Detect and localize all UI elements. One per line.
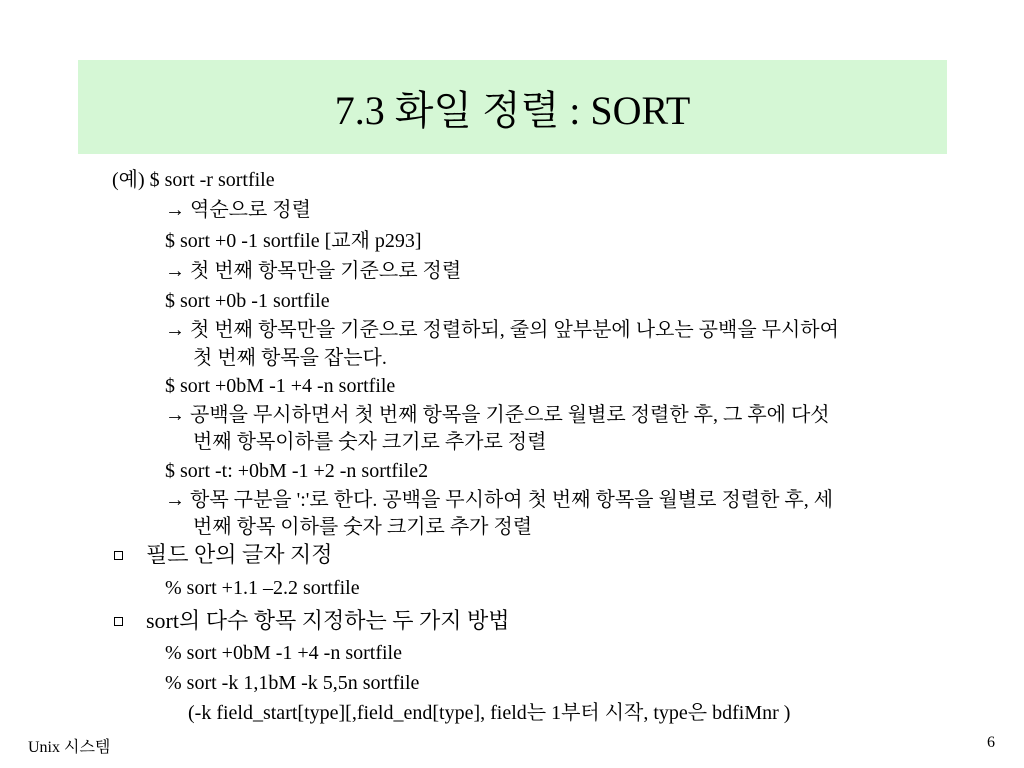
command-line: % sort +0bM -1 +4 -n sortfile [165,642,402,664]
slide-title: 7.3 화일 정렬 : SORT [334,87,691,133]
bullet-heading: 필드 안의 글자 지정 [146,542,333,567]
explanation-line: → 항목 구분을 ':'로 한다. 공백을 무시하여 첫 번째 항목을 월별로 정렬한 후, 세 [165,489,834,511]
note-line: (-k field_start[type][,field_end[type], field는 1부터 시작, type은 bdfiMnr ) [188,702,791,724]
title-banner [78,60,947,154]
command-line: % sort +1.1 –2.2 sortfile [165,577,360,599]
command-line: $ sort +0bM -1 +4 -n sortfile [165,375,396,397]
footer-label: Unix 시스템 [28,739,111,756]
explanation-line: → 공백을 무시하면서 첫 번째 항목을 기준으로 월별로 정렬한 후, 그 후에 다섯 [165,404,830,426]
explanation-line: → 첫 번째 항목만을 기준으로 정렬 [165,260,462,282]
command-line: $ sort -t: +0bM -1 +2 -n sortfile2 [165,460,429,482]
command-line: % sort -k 1,1bM -k 5,5n sortfile [165,672,420,694]
command-line: $ sort +0 -1 sortfile [교재 p293] [165,230,422,252]
explanation-continuation: 첫 번째 항목을 잡는다. [193,347,387,369]
bullet-square-icon [114,551,123,560]
bullet-heading: sort의 다수 항목 지정하는 두 가지 방법 [146,608,510,633]
explanation-continuation: 번째 항목이하를 숫자 크기로 추가로 정렬 [193,431,547,453]
page-number: 6 [987,734,995,751]
explanation-line: → 역순으로 정렬 [165,199,311,221]
explanation-line: → 첫 번째 항목만을 기준으로 정렬하되, 줄의 앞부분에 나오는 공백을 무시하여 [165,319,839,341]
bullet-square-icon [114,617,123,626]
explanation-continuation: 번째 항목 이하를 숫자 크기로 추가 정렬 [193,516,533,538]
command-line: $ sort +0b -1 sortfile [165,290,330,312]
example-line: (예) $ sort -r sortfile [112,169,275,191]
